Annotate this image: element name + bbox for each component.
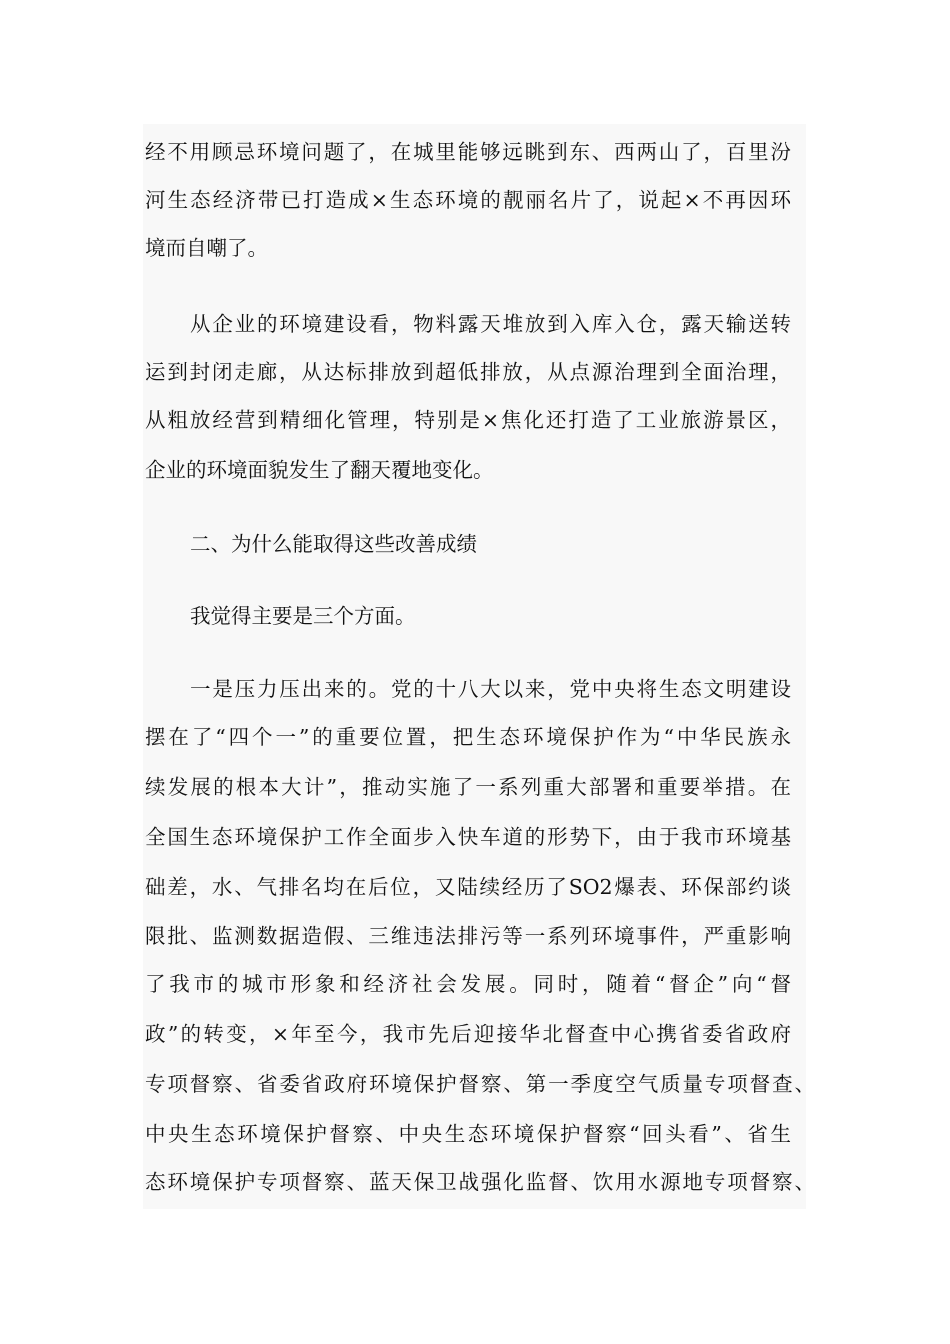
paragraph-line: 续发展的根本大计”，推动实施了一系列重大部署和重要举措。在 xyxy=(145,775,791,799)
paragraph-line: 了我市的城市形象和经济社会发展。同时，随着“督企”向“督 xyxy=(145,972,791,996)
section-heading: 二、为什么能取得这些改善成绩 xyxy=(190,532,477,556)
paragraph-line: 础差，水、气排名均在后位，又陆续经历了SO2爆表、环保部约谈 xyxy=(145,875,791,899)
paragraph-line: 限批、监测数据造假、三维违法排污等一系列环境事件，严重影响 xyxy=(145,924,791,948)
paragraph-line: 从粗放经营到精细化管理，特别是×焦化还打造了工业旅游景区， xyxy=(145,408,791,432)
paragraph-line: 从企业的环境建设看，物料露天堆放到入库入仓，露天输送转 xyxy=(190,312,791,336)
paragraph-line: 中央生态环境保护督察、中央生态环境保护督察“回头看”、省生 xyxy=(145,1122,791,1146)
paragraph-line: 态环境保护专项督察、蓝天保卫战强化监督、饮用水源地专项督察、 xyxy=(145,1170,815,1194)
paragraph-line: 经不用顾忌环境问题了，在城里能够远眺到东、西两山了，百里汾 xyxy=(145,140,791,164)
paragraph-line: 境而自嘲了。 xyxy=(145,236,268,260)
paragraph-line: 一是压力压出来的。党的十八大以来，党中央将生态文明建设 xyxy=(190,677,791,701)
paragraph-line: 企业的环境面貌发生了翻天覆地变化。 xyxy=(145,458,494,482)
paragraph-line: 运到封闭走廊，从达标排放到超低排放，从点源治理到全面治理， xyxy=(145,360,791,384)
paragraph-line: 我觉得主要是三个方面。 xyxy=(190,604,416,628)
paragraph-line: 摆在了“四个一”的重要位置，把生态环境保护作为“中华民族永 xyxy=(145,725,791,749)
paragraph-line: 政”的转变，×年至今，我市先后迎接华北督查中心携省委省政府 xyxy=(145,1022,791,1046)
paragraph-line: 河生态经济带已打造成×生态环境的靓丽名片了，说起×不再因环 xyxy=(145,188,791,212)
paragraph-line: 全国生态环境保护工作全面步入快车道的形势下，由于我市环境基 xyxy=(145,825,791,849)
paragraph-line: 专项督察、省委省政府环境保护督察、第一季度空气质量专项督查、 xyxy=(145,1072,815,1096)
